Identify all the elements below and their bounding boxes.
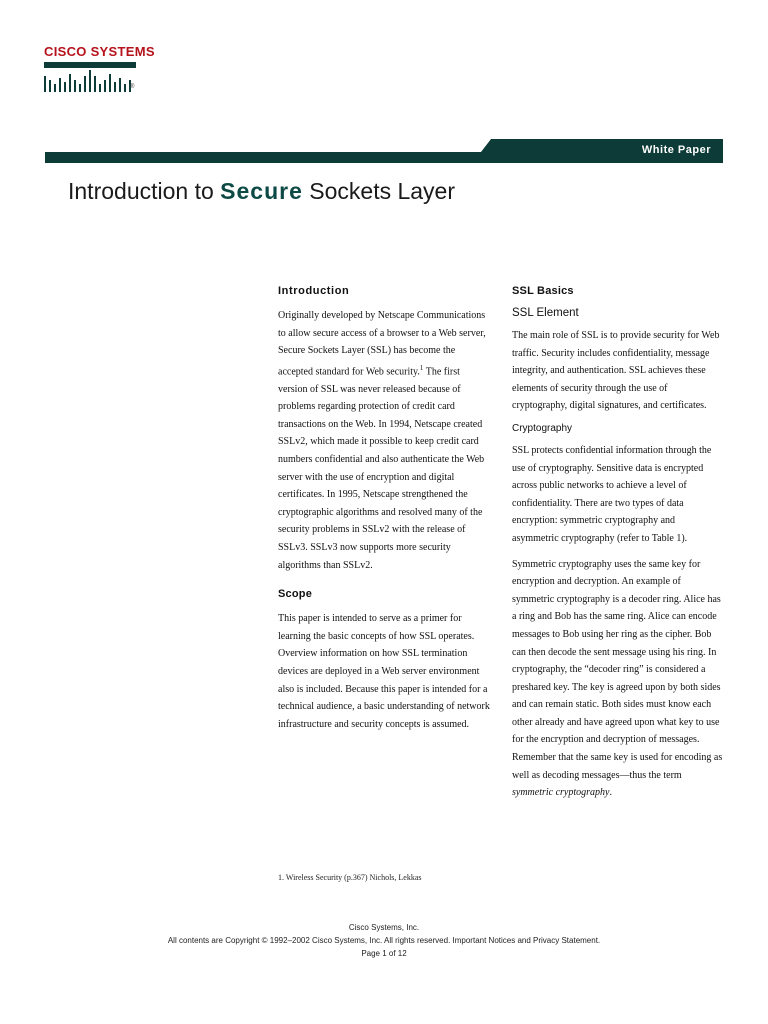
registered-mark: ® bbox=[130, 84, 135, 90]
cryptography-paragraph: SSL protects confidential information through the use of cryptography. Sensitive data is encrypted across public networks to achieve a level of confidentiality. There are two types of data encryption: symmetric cryptography and asymmetric cryptography (refer to Table 1). bbox=[512, 444, 712, 544]
page-title bbox=[68, 178, 455, 205]
symmetric-term: symmetric cryptography bbox=[512, 787, 610, 799]
introduction-heading: Introduction bbox=[278, 285, 350, 297]
logo-wordmark: CISCO SYSTEMS bbox=[44, 44, 155, 59]
scope-paragraph: This paper is intended to serve as a primer for learning the basic concepts of how SSL operates. Overview information on how SSL termination devices are deployed in a Web server environment also is included. Because this paper is intended for a technical audience, a basic understanding of network infrastructure and security concepts is assumed. bbox=[278, 613, 490, 730]
scope-heading: Scope bbox=[278, 588, 313, 601]
symmetric-end: . bbox=[609, 787, 612, 799]
intro-text-b: The first version of SSL was never released because of problems regarding protection of credit card transactions on the Web. In 1994, Netscape created SSLv2, which made it possible to keep credit card numbers confidential and also authenticate the Web server with the use of encryption and digital certificates. In 1995, Netscape strengthened the cryptographic algorithms and resolved many of the security problems in SSLv2 with the release of SSLv3. SSLv3 now supports more security algorithms than SSLv2. bbox=[278, 366, 485, 571]
introduction-paragraph bbox=[278, 307, 490, 574]
title-prefix: Introduction to bbox=[68, 178, 221, 204]
page-footer bbox=[0, 921, 768, 960]
footer-company: Cisco Systems, Inc. bbox=[348, 923, 420, 932]
ssl-basics-heading: SSL Basics bbox=[512, 285, 574, 297]
title-suffix: Sockets Layer bbox=[302, 178, 456, 204]
ssl-element-heading: SSL Element bbox=[512, 307, 579, 319]
cisco-logo bbox=[44, 44, 155, 96]
symmetric-text: Symmetric cryptography uses the same key for encryption and decryption. An example of symmetric cryptography is a decoder ring. Alice has a ring and Bob has the same ring. Alice can encode messages to Bob using her ring as the cipher. Bob can then decode the sent message using his ring. In cryptography, the “decoder ring” is considered a preshared key. The key is agreed upon by both sides and can remain static. Both sides must know each other already and have agreed upon what key to use for the encryption and decryption of messages. Remember that the same key is used for encoding as well as decoding messages—thus the term bbox=[512, 558, 723, 781]
footnote: 1. Wireless Security (p.367) Nichols, Lekkas bbox=[278, 873, 422, 882]
footer-copyright[interactable]: All contents are Copyright © 1992–2002 Cisco Systems, Inc. All rights reserved. Important Notices and Privacy Statement. bbox=[167, 936, 601, 945]
ssl-element-paragraph: The main role of SSL is to provide security for Web traffic. Security includes confidentiality, message integrity, and authentication. SSL achieves these elements of security through the use of cryptography, digital signatures, and certificates. bbox=[512, 330, 720, 412]
banner-shape bbox=[45, 139, 723, 163]
intro-text-a: Originally developed by Netscape Communications to allow secure access of a browser to a Web server, Secure Sockets Layer (SSL) has become the accepted standard for Web security. bbox=[278, 310, 486, 378]
cryptography-heading: Cryptography bbox=[512, 422, 573, 434]
cisco-bridge-icon bbox=[44, 62, 136, 94]
banner-label: White Paper bbox=[641, 144, 711, 156]
title-emphasis: Secure bbox=[220, 178, 303, 204]
footer-page-number: Page 1 of 12 bbox=[361, 949, 407, 958]
left-column bbox=[278, 285, 490, 741]
white-paper-banner bbox=[45, 139, 723, 163]
symmetric-paragraph bbox=[512, 556, 724, 802]
right-column bbox=[512, 285, 724, 810]
footnote-ref[interactable]: 1 bbox=[419, 363, 424, 372]
